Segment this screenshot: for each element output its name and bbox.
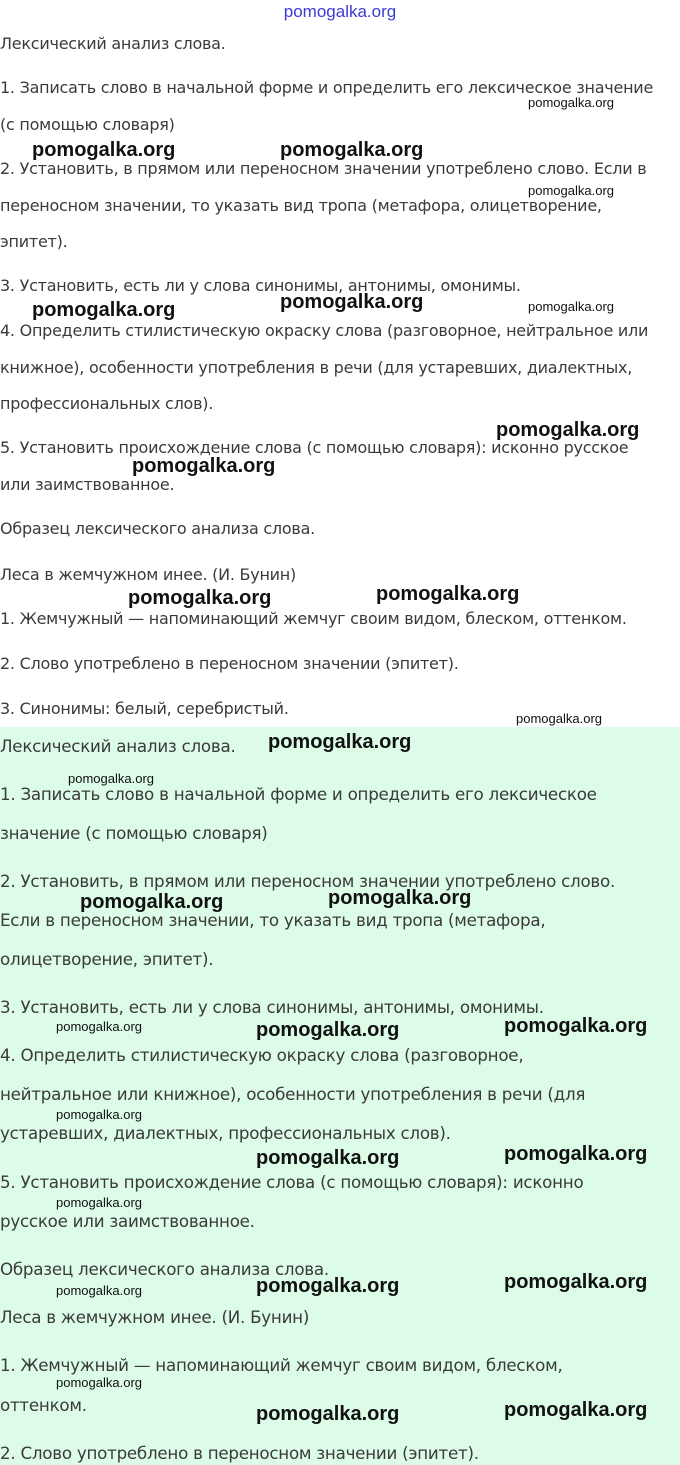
text-line: 3. Установить, есть ли у слова синонимы, антонимы, омонимы. [0, 276, 521, 295]
text-line: 2. Слово употреблено в переносном значении (эпитет). [0, 654, 459, 673]
text-line: 2. Установить, в прямом или переносном значении употреблено слово. [0, 871, 616, 891]
watermark: pomogalka.org [56, 1019, 142, 1034]
text-line: 2. Установить, в прямом или переносном значении употреблено слово. Если в [0, 159, 647, 178]
watermark: pomogalka.org [56, 1107, 142, 1122]
text-line: 5. Установить происхождение слова (с помощью словаря): исконно [0, 1172, 584, 1192]
text-line: устаревших, диалектных, профессиональных слов). [0, 1123, 451, 1143]
text-line: 3. Синонимы: белый, серебристый. [0, 699, 289, 718]
text-line: 1. Записать слово в начальной форме и определить его лексическое значение [0, 78, 654, 97]
watermark: pomogalka.org [504, 1015, 648, 1037]
text-line: (с помощью словаря) [0, 115, 175, 134]
text-line: профессиональных слов). [0, 394, 214, 413]
watermark: pomogalka.org [504, 1399, 648, 1421]
text-line: русское или заимствованное. [0, 1211, 255, 1231]
watermark: pomogalka.org [80, 891, 224, 913]
watermark: pomogalka.org [256, 1019, 400, 1041]
watermark: pomogalka.org [328, 887, 472, 909]
watermark: pomogalka.org [256, 1275, 400, 1297]
text-line: значение (с помощью словаря) [0, 823, 268, 843]
watermark: pomogalka.org [280, 291, 424, 313]
watermark: pomogalka.org [256, 1147, 400, 1169]
heading-sample: Образец лексического анализа слова. [0, 1259, 329, 1279]
heading-sample: Образец лексического анализа слова. [0, 519, 315, 538]
watermark: pomogalka.org [504, 1271, 648, 1293]
text-line: или заимствованное. [0, 475, 175, 494]
watermark: pomogalka.org [496, 419, 640, 441]
watermark: pomogalka.org [376, 583, 520, 605]
watermark: pomogalka.org [256, 1403, 400, 1425]
watermark: pomogalka.org [268, 731, 412, 753]
text-line: оттенком. [0, 1395, 87, 1415]
text-line: 1. Жемчужный — напоминающий жемчуг своим видом, блеском, оттенком. [0, 609, 627, 628]
text-line: олицетворение, эпитет). [0, 949, 214, 969]
watermark: pomogalka.org [280, 139, 424, 161]
text-line: книжное), особенности употребления в речи (для устаревших, диалектных, [0, 358, 633, 377]
watermark: pomogalka.org [32, 139, 176, 161]
text-line: переносном значении, то указать вид тропа (метафора, олицетворение, [0, 196, 602, 215]
heading-lexical-analysis: Лексический анализ слова. [0, 34, 226, 53]
watermark: pomogalka.org [504, 1143, 648, 1165]
watermark: pomogalka.org [56, 1195, 142, 1210]
text-line: 5. Установить происхождение слова (с помощью словаря): исконно русское [0, 438, 629, 457]
text-section-green [0, 727, 680, 1465]
text-line: Если в переносном значении, то указать вид тропа (метафора, [0, 910, 546, 930]
text-line: 1. Жемчужный — напоминающий жемчуг своим видом, блеском, [0, 1355, 563, 1375]
example-quote: Леса в жемчужном инее. (И. Бунин) [0, 1307, 310, 1327]
heading-lexical-analysis: Лексический анализ слова. [0, 736, 236, 756]
watermark: pomogalka.org [528, 95, 614, 110]
text-line: эпитет). [0, 232, 68, 251]
text-line: нейтральное или книжное), особенности употребления в речи (для [0, 1084, 586, 1104]
watermark: pomogalka.org [32, 299, 176, 321]
watermark: pomogalka.org [128, 587, 272, 609]
watermark: pomogalka.org [68, 771, 154, 786]
watermark: pomogalka.org [528, 299, 614, 314]
text-line: 3. Установить, есть ли у слова синонимы, антонимы, омонимы. [0, 997, 544, 1017]
text-line: 4. Определить стилистическую окраску слова (разговорное, [0, 1045, 524, 1065]
watermark: pomogalka.org [516, 711, 602, 726]
site-header-link[interactable]: pomogalka.org [283, 2, 397, 21]
watermark: pomogalka.org [56, 1375, 142, 1390]
text-line: 1. Записать слово в начальной форме и определить его лексическое [0, 784, 597, 804]
watermark: pomogalka.org [132, 455, 276, 477]
watermark: pomogalka.org [56, 1283, 142, 1298]
text-line: 2. Слово употреблено в переносном значении (эпитет). [0, 1443, 479, 1463]
text-line: 4. Определить стилистическую окраску слова (разговорное, нейтральное или [0, 321, 649, 340]
watermark: pomogalka.org [528, 183, 614, 198]
example-quote: Леса в жемчужном инее. (И. Бунин) [0, 565, 297, 584]
